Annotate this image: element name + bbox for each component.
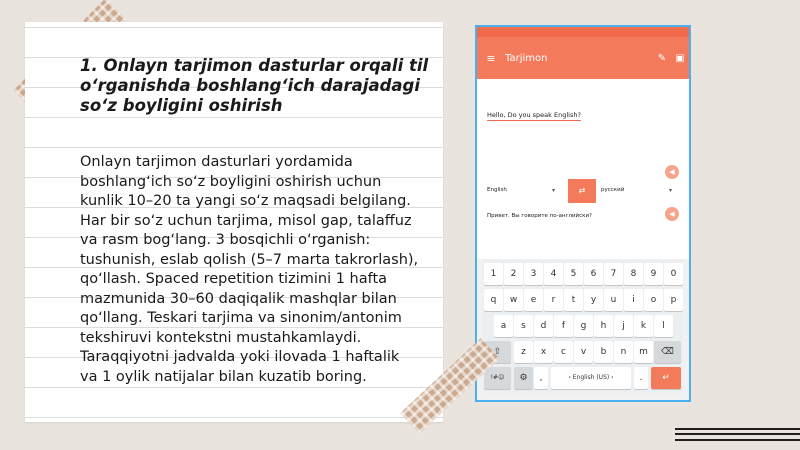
keyboard-row-qwerty — [483, 289, 683, 313]
period-key[interactable]: . — [634, 367, 648, 389]
source-language-select[interactable]: English — [487, 187, 507, 193]
key[interactable]: x — [534, 341, 553, 363]
key[interactable]: h — [594, 315, 613, 337]
key[interactable]: d — [534, 315, 553, 337]
key[interactable]: i — [624, 289, 643, 311]
language-selector-row — [477, 179, 689, 207]
key[interactable]: 6 — [584, 263, 603, 285]
decorative-line — [675, 433, 800, 435]
source-input-area[interactable] — [477, 79, 689, 184]
speaker-icon[interactable]: ◀ — [665, 165, 679, 179]
app-bar — [477, 37, 689, 79]
symbols-key[interactable]: !#☺ — [484, 367, 511, 389]
shift-key[interactable]: ⇧ — [484, 341, 511, 363]
key[interactable]: g — [574, 315, 593, 337]
status-bar — [477, 27, 689, 37]
swap-languages-button[interactable]: ⇄ — [568, 179, 596, 203]
key[interactable]: u — [604, 289, 623, 311]
decorative-line — [675, 428, 800, 430]
menu-icon[interactable]: ≡ — [486, 51, 496, 65]
key[interactable]: f — [554, 315, 573, 337]
edit-icon[interactable]: ✎ — [657, 52, 667, 64]
key[interactable]: a — [494, 315, 513, 337]
translation-output-area — [477, 207, 689, 259]
comma-key[interactable]: , — [534, 367, 548, 389]
key[interactable]: 1 — [484, 263, 503, 285]
chevron-down-icon[interactable]: ▾ — [552, 187, 556, 194]
key[interactable]: y — [584, 289, 603, 311]
key[interactable]: c — [554, 341, 573, 363]
key[interactable]: o — [644, 289, 663, 311]
key[interactable]: 9 — [644, 263, 663, 285]
key[interactable]: n — [614, 341, 633, 363]
key[interactable]: 0 — [664, 263, 683, 285]
key[interactable]: s — [514, 315, 533, 337]
key[interactable]: e — [524, 289, 543, 311]
source-text-input[interactable]: Hello, Do you speak English? — [487, 111, 581, 119]
key[interactable]: 5 — [564, 263, 583, 285]
key[interactable]: 8 — [624, 263, 643, 285]
key[interactable]: v — [574, 341, 593, 363]
key[interactable]: z — [514, 341, 533, 363]
key[interactable]: 2 — [504, 263, 523, 285]
key[interactable]: k — [634, 315, 653, 337]
key[interactable]: q — [484, 289, 503, 311]
space-key[interactable]: ‹ English (US) › — [551, 367, 631, 389]
target-language-select[interactable]: русский — [601, 187, 625, 193]
app-title: Tarjimon — [505, 52, 548, 64]
key[interactable]: 4 — [544, 263, 563, 285]
keyboard-row-asdf — [483, 315, 683, 339]
key[interactable]: j — [614, 315, 633, 337]
translation-text: Привет. Вы говорите по-английски? — [487, 213, 592, 219]
on-screen-keyboard — [483, 260, 683, 393]
key[interactable]: w — [504, 289, 523, 311]
key[interactable]: 7 — [604, 263, 623, 285]
key[interactable]: r — [544, 289, 563, 311]
key[interactable]: t — [564, 289, 583, 311]
key[interactable]: p — [664, 289, 683, 311]
save-icon[interactable]: ▣ — [675, 52, 685, 64]
key[interactable]: m — [634, 341, 653, 363]
key[interactable]: b — [594, 341, 613, 363]
keyboard-row-numbers — [483, 263, 683, 287]
enter-key[interactable]: ↵ — [651, 367, 681, 389]
key[interactable]: l — [654, 315, 673, 337]
keyboard-row-zxcv — [483, 341, 683, 365]
key[interactable]: 3 — [524, 263, 543, 285]
keyboard-row-bottom — [483, 367, 683, 391]
decorative-line — [675, 439, 800, 441]
chevron-down-icon[interactable]: ▾ — [669, 187, 673, 194]
slide-title: 1. Onlayn tarjimon dasturlar orqali til o‘rganishda boshlang‘ich darajadagi so‘z boyligini oshirish — [80, 56, 429, 115]
speaker-icon[interactable]: ◀ — [665, 207, 679, 221]
slide-body-text: Onlayn tarjimon dasturlari yordamida boshlang‘ich so‘z boyligini oshirish uchun kunlik 10–20 ta yangi so‘z maqsadi belgilang. Har bir so‘z uchun tarjima, misol gap, talaffuz va rasm bog‘lang. 3 bosqichli o‘rganish: tushunish, eslab qolish (5–7 marta takrorlash), qo‘llash. Spaced repetition tizimini 1 hafta mazmunida 30–60 daqiqalik mashqlar bilan qo‘llang. Teskari tarjima va sinonim/antonim tekshiruvi kontekstni mustahkamlaydi. Taraqqiyotni jadvalda yoki ilovada 1 haftalik va 1 oylik natijalar bilan kuzatib boring. — [80, 154, 419, 385]
backspace-key[interactable]: ⌫ — [654, 341, 681, 363]
translator-app-screenshot — [475, 25, 691, 402]
gear-icon[interactable]: ⚙ — [514, 367, 533, 389]
